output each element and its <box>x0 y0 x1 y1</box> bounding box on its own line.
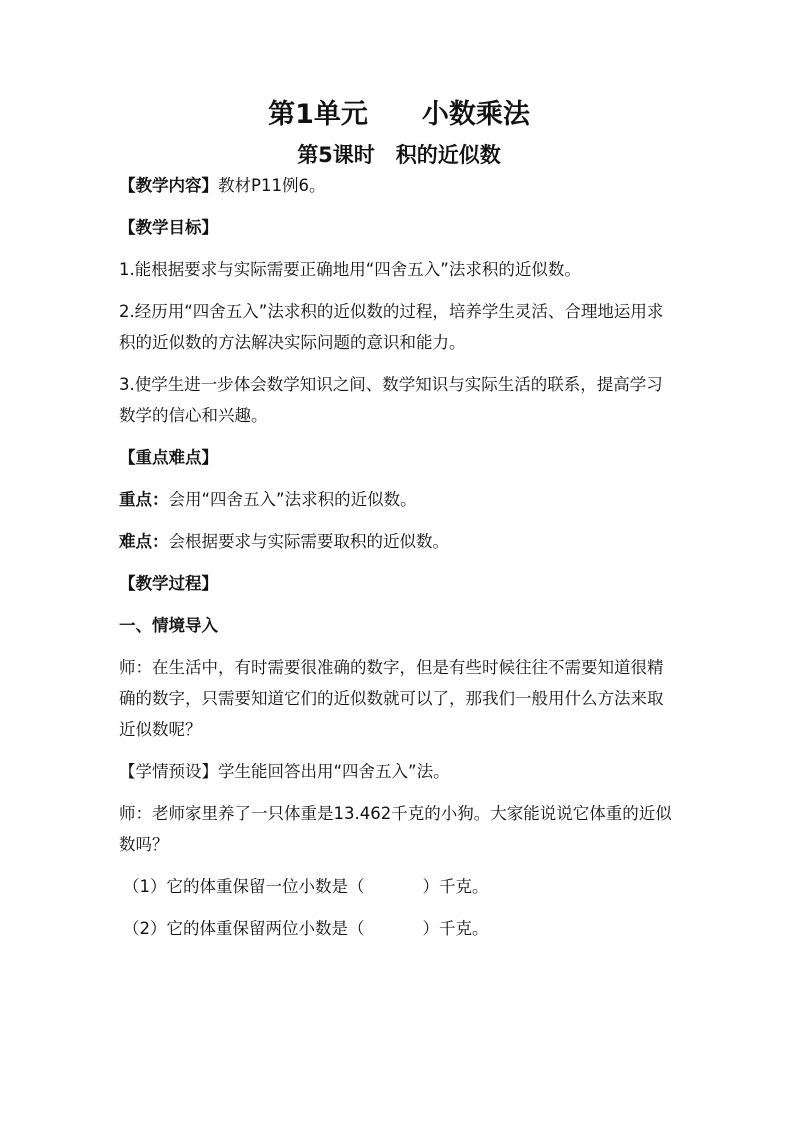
question-1-start: （1）它的体重保留一位小数是（ <box>123 877 365 896</box>
teaching-content <box>119 170 679 201</box>
teacher-paragraph-2: 师：老师家里养了一只体重是13.462千克的小狗。大家能说说它体重的近似数吗？ <box>119 804 672 854</box>
teaching-content-text: 教材P11例6。 <box>218 176 326 195</box>
question-1 <box>119 871 679 902</box>
difficult-point <box>119 526 679 557</box>
unit-title: 第1单元 小数乘法 <box>268 99 530 130</box>
teacher-paragraph-1: 师：在生活中，有时需要很准确的数字，但是有些时候往往不需要知道很精确的数字，只需要知道它们的近似数就可以了，那我们一般用什么方法来取近似数呢？ <box>119 658 664 739</box>
question-2 <box>119 913 679 944</box>
key-point-label: 重点： <box>119 490 169 509</box>
teaching-content-label: 【教学内容】 <box>119 176 218 195</box>
question-2-start: （2）它的体重保留两位小数是（ <box>123 919 365 938</box>
difficult-point-label: 难点： <box>119 532 169 551</box>
document-body <box>119 96 679 955</box>
question-1-end: ）千克。 <box>422 877 489 896</box>
student-preset <box>119 756 679 787</box>
teaching-goals-heading: 【教学目标】 <box>119 218 218 237</box>
key-point <box>119 484 679 515</box>
goal-item-2: 2.经历用“四舍五入”法求积的近似数的过程，培养学生灵活、合理地运用求积的近似数的方法解决实际问题的意识和能力。 <box>119 302 664 352</box>
key-points-heading: 【重点难点】 <box>119 448 218 467</box>
teaching-process-heading: 【教学过程】 <box>119 574 218 593</box>
lesson-title: 第5课时 积的近似数 <box>297 143 501 167</box>
goal-item-3: 3.使学生进一步体会数学知识之间、数学知识与实际生活的联系，提高学习数学的信心和兴趣。 <box>119 375 663 425</box>
section-heading-intro: 一、情境导入 <box>119 616 218 635</box>
question-2-end: ）千克。 <box>422 919 489 938</box>
student-preset-text: 学生能回答出用“四舍五入”法。 <box>218 762 450 781</box>
difficult-point-text: 会根据要求与实际需要取积的近似数。 <box>168 532 449 551</box>
goal-item-1: 1.能根据要求与实际需要正确地用“四舍五入”法求积的近似数。 <box>119 260 581 279</box>
key-point-text: 会用“四舍五入”法求积的近似数。 <box>168 490 417 509</box>
student-preset-label: 【学情预设】 <box>119 762 218 781</box>
